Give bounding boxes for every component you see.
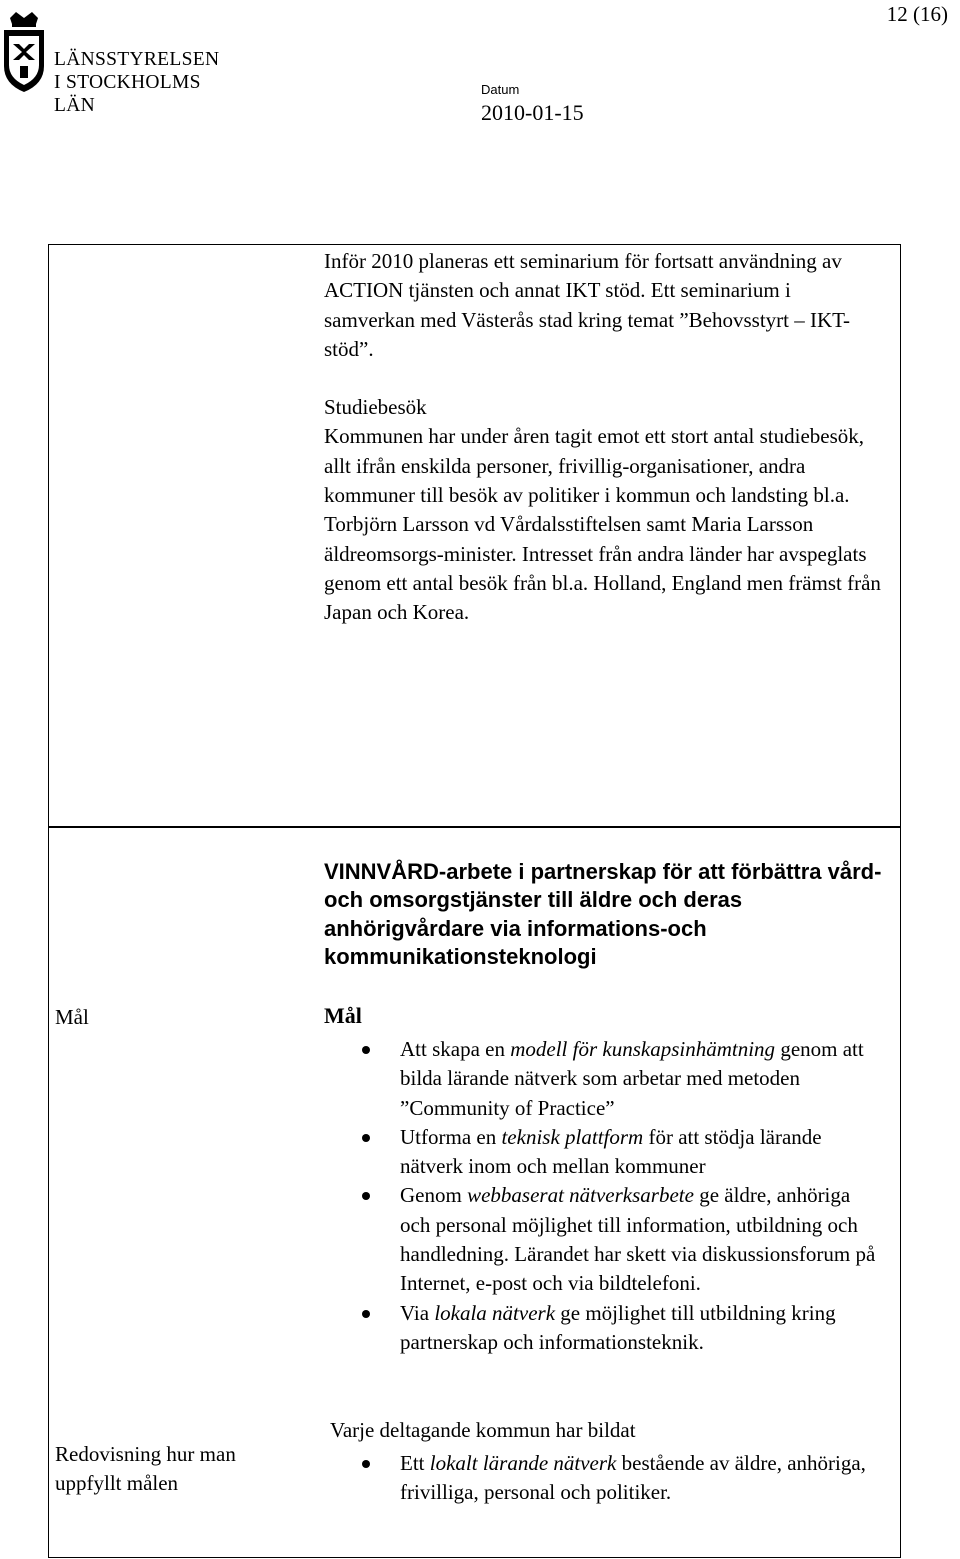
date-label: Datum	[481, 82, 520, 97]
date-value: 2010-01-15	[481, 100, 584, 125]
redovisning-label: Redovisning hur man uppfyllt målen	[55, 1442, 236, 1495]
table-row-divider	[48, 826, 901, 828]
studiebesok-paragraph: Kommunen har under åren tagit emot ett stort antal studiebesök, allt ifrån enskilda personer, frivillig-organisationer, andra kommuner till besök av politiker i kommun och landsting bl.a. Torbjörn Larsson vd Vårdalsstiftelsen samt Maria Larsson äldreomsorgs-minister. Intresset från andra länder har avspeglats genom ett antal besök från bl.a. Holland, England men främst från Japan och Korea.	[324, 424, 881, 625]
list-item: Att skapa en modell för kunskapsinhämtning genom att bilda lärande nätverk som arbetar med metoden ”Community of Practice”	[324, 1035, 884, 1123]
list-item: Via lokala nätverk ge möjlighet till utbildning kring partnerskap och informationsteknik.	[324, 1299, 884, 1358]
logo-line-2: I STOCKHOLMS LÄN	[54, 72, 201, 116]
bullet-icon	[362, 1192, 370, 1200]
logo-line-1: LÄNSSTYRELSEN	[54, 49, 220, 70]
bullet-icon	[362, 1134, 370, 1142]
bullet-icon	[362, 1310, 370, 1318]
project-heading: VINNVÅRD-arbete i partnerskap för att förbättra vård-och omsorgstjänster till äldre och deras anhörigvårdare via informations-och kommunikationsteknologi	[324, 859, 882, 969]
list-item: Utforma en teknisk plattform för att stödja lärande nätverk inom och mellan kommuner	[324, 1123, 884, 1182]
page-number: 12 (16)	[886, 2, 948, 26]
list-item: Ett lokalt lärande nätverk bestående av äldre, anhöriga, frivilliga, personal och politiker.	[324, 1449, 884, 1508]
list-item: Genom webbaserat nätverksarbete ge äldre, anhöriga och personal möjlighet till information, utbildning och handledning. Lärandet har skett via diskussionsforum på Internet, e-post och via bildtelefoni.	[324, 1181, 884, 1298]
coat-of-arms-icon	[0, 10, 48, 94]
mal-right-label: Mål	[324, 1003, 362, 1028]
varje-kommun-text: Varje deltagande kommun har bildat	[330, 1418, 636, 1442]
bullet-icon	[362, 1460, 370, 1468]
seminar-paragraph: Inför 2010 planeras ett seminarium för fortsatt användning av ACTION tjänsten och annat IKT stöd. Ett seminarium i samverkan med Västerås stad kring temat ”Behovsstyrt – IKT-stöd”.	[324, 249, 851, 361]
lansstyrelsen-logo	[0, 10, 240, 116]
local-network-list	[324, 1449, 884, 1508]
mal-left-label: Mål	[55, 1005, 89, 1029]
goals-list	[324, 1035, 884, 1357]
studiebesok-title: Studiebesök	[324, 395, 427, 420]
table-row-1-content	[324, 247, 884, 628]
bullet-icon	[362, 1046, 370, 1054]
